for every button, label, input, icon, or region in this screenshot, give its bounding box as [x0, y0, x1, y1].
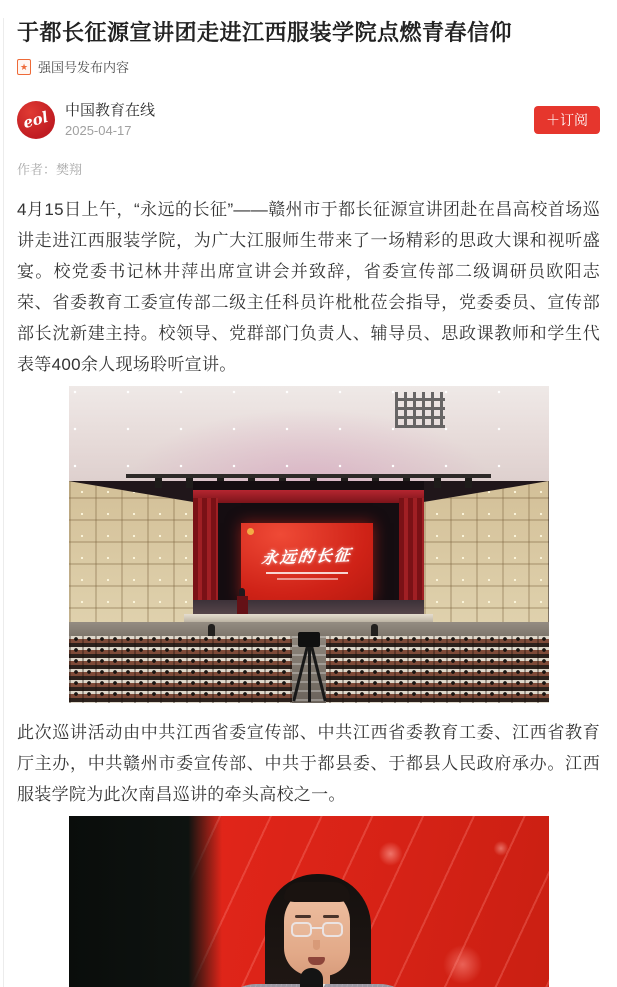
speaker-eyebrow	[323, 915, 339, 918]
glasses-lens	[291, 922, 312, 937]
screen-subtitle-bar	[266, 572, 348, 574]
author-line: 作者：樊翔	[17, 162, 83, 177]
speaker-eyebrow	[295, 915, 311, 918]
publisher-logo-text: eol	[21, 107, 51, 133]
curtain-valance	[193, 490, 423, 503]
left-border-rule	[3, 18, 4, 987]
video-camera	[298, 632, 320, 647]
speaker-hair-fringe	[284, 882, 350, 902]
tripod-leg	[308, 646, 311, 702]
dark-stage-curtain	[69, 816, 223, 987]
publisher-name[interactable]: 中国教育在线	[65, 101, 156, 119]
microphone	[300, 968, 323, 987]
article-page	[0, 18, 617, 987]
speaker-nose	[313, 940, 320, 950]
publisher-meta	[65, 102, 155, 139]
stage-front-edge	[184, 614, 434, 622]
speaker-glasses	[291, 922, 343, 937]
auditorium-ceiling	[69, 386, 549, 481]
article-paragraph: 此次巡讲活动由中共江西省委宣传部、中共江西省委教育工委、江西省教育厅主办，中共赣州市委宣传部、中共于都县委、于都县人民政府承办。江西服装学院为此次南昌巡讲的牵头高校之一。	[17, 723, 600, 804]
led-screen	[241, 523, 373, 600]
glasses-bridge	[312, 927, 322, 929]
glasses-lens	[322, 922, 343, 937]
photo-auditorium-wide-shot[interactable]	[69, 386, 549, 703]
stage-apron	[193, 600, 423, 614]
bookmark-star-icon: ★	[17, 59, 31, 75]
auditorium-wall-right	[424, 481, 549, 631]
speaker-mouth	[308, 957, 325, 965]
qiangguo-badge	[17, 58, 600, 75]
lighting-rig	[395, 392, 445, 428]
subscribe-button[interactable]: ＋订阅	[534, 106, 600, 134]
screen-logo-dot	[247, 528, 254, 535]
podium	[237, 596, 248, 615]
page-title: 于都长征源宣讲团走进江西服装学院点燃青春信仰	[17, 20, 513, 45]
screen-credit-bar	[277, 578, 338, 580]
article-paragraph: 4月15日上午，“永远的长征”——赣州市于都长征源宣讲团赴在昌高校首场巡讲走进江西服装学院，为广大江服师生带来了一场精彩的思政大课和视听盛宴。校党委书记林井萍出席宣讲会并致辞，省委宣传部二级调研员欧阳志荣、省委教育工委宣传部二级主任科员许枇枇莅会指导，党委委员、宣传部部长沈新建主持。校领导、党群部门负责人、辅导员、思政课教师和学生代表等400余人现场聆听宣讲。	[17, 200, 600, 374]
auditorium-wall-left	[69, 481, 194, 631]
photo-speaker-at-podium[interactable]	[69, 816, 549, 987]
publisher-avatar[interactable]	[17, 101, 55, 139]
screen-calligraphy-title: 永远的长征	[260, 546, 354, 568]
badge-label: 强国号发布内容	[38, 60, 130, 75]
publish-date: 2025-04-17	[65, 122, 132, 138]
publisher-row	[17, 101, 600, 139]
